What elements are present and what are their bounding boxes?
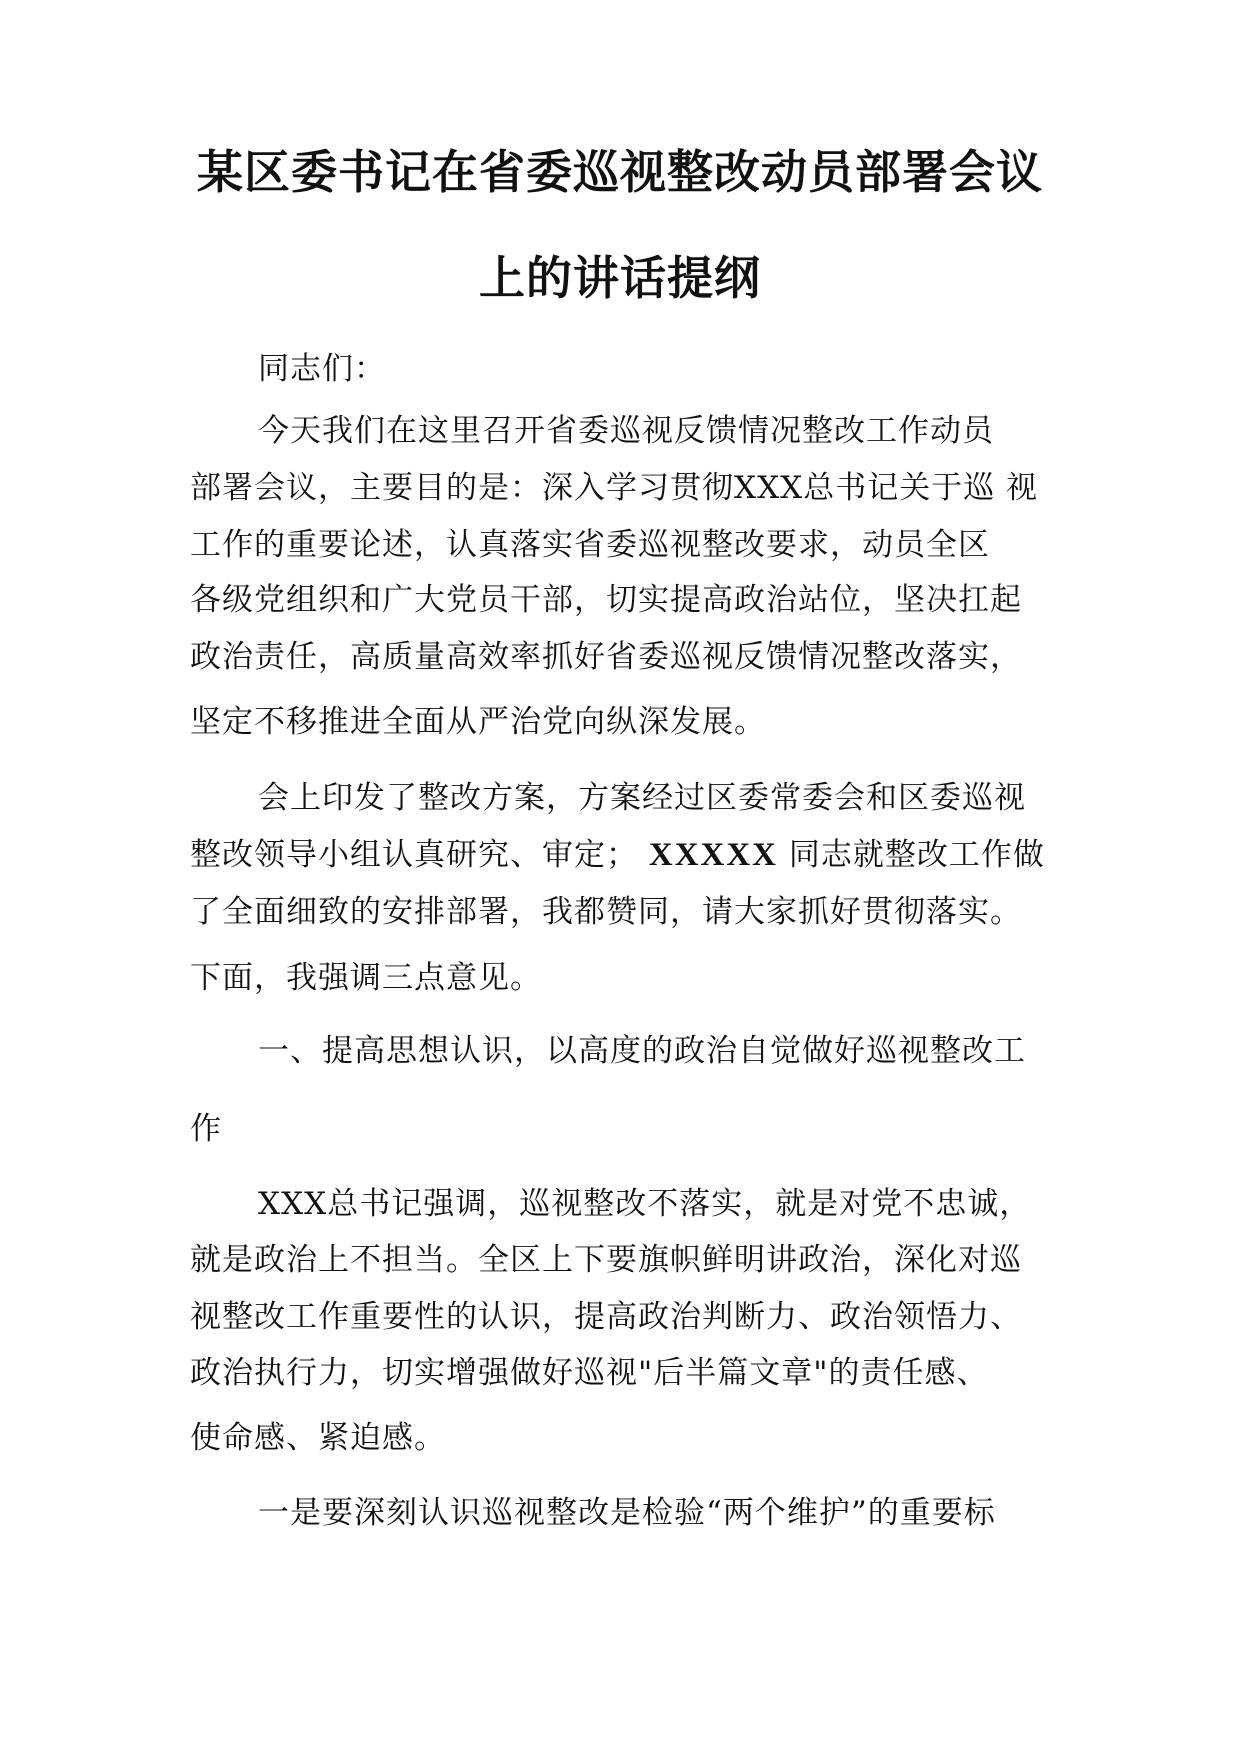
document-title-line-2: 上的讲话提纲	[479, 251, 761, 305]
paragraph-2-line: 会上印发了整改方案，方案经过区委常委会和区委巡视	[258, 780, 1026, 816]
paragraph-1-line: 部署会议，主要目的是：深入学习贯彻XXX总书记关于巡 视	[190, 470, 1039, 506]
paragraph-2-text: 整改领导小组认真研究、审定；	[190, 837, 649, 873]
document-title-line-1: 某区委书记在省委巡视整改动员部署会议	[197, 145, 1043, 199]
paragraph-3-line: XXX总书记强调，巡视整改不落实，就是对党不忠诚，	[258, 1186, 1032, 1222]
paragraph-1-line: 工作的重要论述，认真落实省委巡视整改要求，动员全区	[190, 527, 990, 563]
paragraph-3-line: 视整改工作重要性的认识，提高政治判断力、政治领悟力、	[190, 1299, 1022, 1335]
section-heading-1: 作	[190, 1111, 222, 1147]
paragraph-1-line: 政治责任，高质量高效率抓好省委巡视反馈情况整改落实，	[190, 639, 1022, 675]
paragraph-1-line: 今天我们在这里召开省委巡视反馈情况整改工作动员	[258, 413, 994, 449]
paragraph-1-line: 坚定不移推进全面从严治党向纵深发展。	[190, 704, 766, 740]
salutation: 同志们：	[258, 351, 386, 387]
comrade-name: XXXXX	[648, 837, 779, 873]
paragraph-2-line	[190, 829, 1070, 874]
paragraph-2-text: 同志就整改工作做	[778, 837, 1045, 873]
paragraph-3-line: 政治执行力，切实增强做好巡视"后半篇文章"的责任感、	[190, 1355, 989, 1391]
section-heading-1: 一、提高思想认识，以高度的政治自觉做好巡视整改工	[258, 1033, 1026, 1069]
paragraph-1-line: 各级党组织和广大党员干部，切实提高政治站位，坚决扛起	[190, 582, 1022, 618]
paragraph-4-line: 一是要深刻认识巡视整改是检验“两个维护”的重要标	[258, 1495, 996, 1531]
paragraph-3-line: 使命感、紧迫感。	[190, 1420, 446, 1456]
paragraph-2-line: 了全面细致的安排部署，我都赞同，请大家抓好贯彻落实。	[190, 894, 1022, 930]
paragraph-2-line: 下面，我强调三点意见。	[190, 960, 542, 996]
paragraph-3-line: 就是政治上不担当。全区上下要旗帜鲜明讲政治，深化对巡	[190, 1242, 1022, 1278]
